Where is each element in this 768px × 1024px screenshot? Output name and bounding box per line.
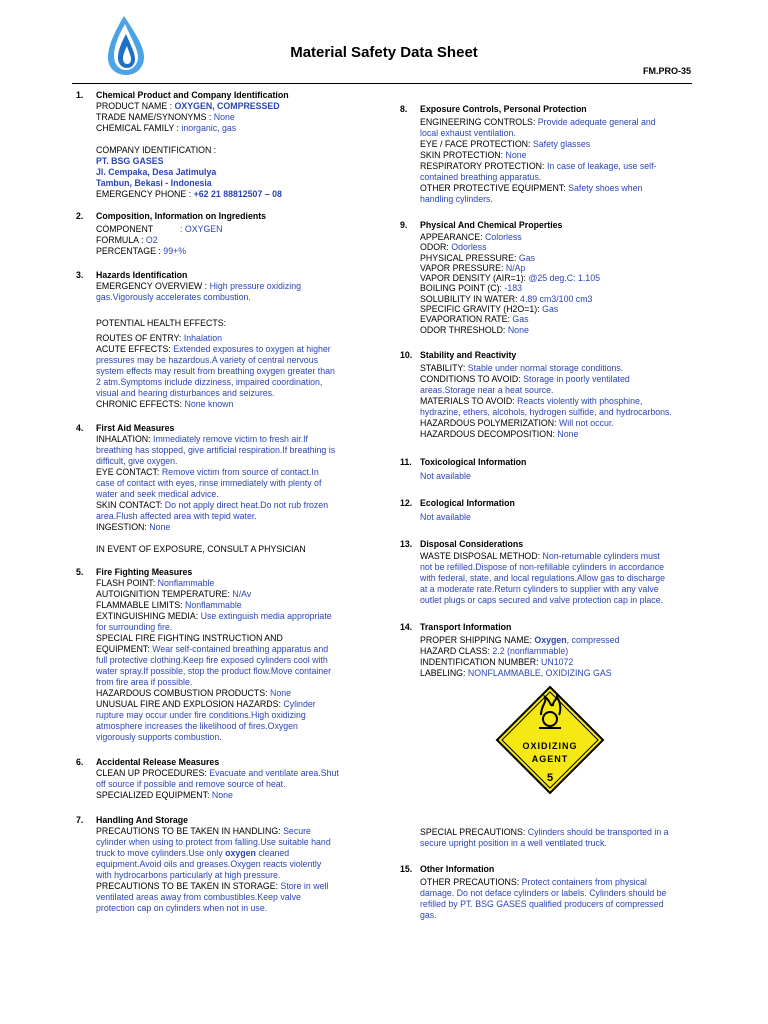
section-8: 8. Exposure Controls, Personal Protection ENGINEERING CONTROLS: Provide adequate general and local exhaust ventilation. EYE / FACE PROTECTION: Safety glasses SKIN PROTECTION: None RESPIRATORY PROTECTION: In case of leakage, use self- contained breathing apparatus. OTHER PROTECTIVE EQUIPMENT: Safety shoes when handling cylinders.: [400, 104, 692, 205]
section-heading: 9. Physical And Chemical Properties: [400, 220, 563, 230]
section-2: 2. Composition, Information on Ingredients COMPONENT : OXYGEN FORMULA : O2 PERCENTAGE : 99+%: [76, 211, 358, 257]
section-heading: 2. Composition, Information on Ingredients: [76, 211, 267, 221]
emergency-phone: +62 21 88812507 – 08: [193, 189, 282, 199]
section-heading: 6. Accidental Release Measures: [76, 757, 220, 767]
section-4: 4. First Aid Measures INHALATION: Immediately remove victim to fresh air.If breathing has stopped, give artificial respiration.If breathing is difficult, give oxygen. EYE CONTACT: Remove victim from source of contact.In case of contact with eyes, rinse immediately with plenty of water and seek medical advice. SKIN CONTACT: Do not apply direct heat.Do not rub frozen area.Flush affected area with tepid water. INGESTION: None IN EVENT OF EXPOSURE, CONSULT A PHYSICIAN: [76, 423, 358, 555]
section-9: 9. Physical And Chemical Properties APPEARANCE: Colorless ODOR: Odorless PHYSICAL PRESSURE: Gas VAPOR PRESSURE: N/Ap VAPOR DENSITY (AIR=1): @25 deg.C: 1.105 BOILING POINT (C): -183 SOLUBILITY IN WATER: 4.89 cm3/100 cm3 SPECIFIC GRAVITY (H2O=1): Gas EVAPORATION RATE: Gas ODOR THRESHOLD: None: [400, 220, 692, 335]
section-heading: 12. Ecological Information: [400, 497, 515, 508]
placard-text-agent: AGENT: [531, 753, 569, 764]
section-12: 12. Ecological Information Not available: [400, 498, 692, 523]
section-7: 7. Handling And Storage PRECAUTIONS TO BE TAKEN IN HANDLING: Secure cylinder when using to protect from falling.Use suitable hand truck to move cylinders.Use only oxygen cleaned equipment.Avoid oils and greases.Oxygen reacts violently with hydrocarbons particularly at high pressure. PRECAUTIONS TO BE TAKEN IN STORAGE: Store in well ventilated areas away from combustibles.Keep valve protection cap on cylinders when not in use.: [76, 815, 358, 914]
company-name: PT. BSG GASES: [96, 156, 164, 166]
product-name: OXYGEN, COMPRESSED: [174, 101, 280, 111]
oxidizing-agent-placard: [495, 685, 605, 795]
left-column: [76, 90, 358, 914]
section-heading: 1. Chemical Product and Company Identification: [76, 90, 289, 100]
section-11: 11. Toxicological Information Not available: [400, 457, 692, 482]
section-heading: 4. First Aid Measures: [76, 423, 175, 433]
consult-notice: IN EVENT OF EXPOSURE, CONSULT A PHYSICIAN: [96, 544, 306, 554]
section-1: 1. Chemical Product and Company Identification PRODUCT NAME : OXYGEN, COMPRESSED TRADE NAME/SYNONYMS : None CHEMICAL FAMILY : inorganic, gas COMPANY IDENTIFICATION : PT. BSG GASES Jl. Cempaka, Desa Jatimulya Tambun, Bekasi - Indonesia EMERGENCY PHONE : +62 21 88812507 – 08: [76, 90, 358, 200]
section-14: 14. Transport Information PROPER SHIPPING NAME: Oxygen, compressed HAZARD CLASS: 2.2 (nonflammable) INDENTIFICATION NUMBER: UN1072 LABELING: NONFLAMMABLE, OXIDIZING GAS OXIDIZING AGENT 5 SPECIAL PRECAUTIONS: Cylinders should be transported in a secure upright position in a well ventilated truck.: [400, 622, 692, 849]
form-code: FM.PRO-35: [642, 66, 691, 76]
document-title: Material Safety Data Sheet: [290, 44, 478, 61]
right-column: [400, 104, 692, 921]
section-10: 10. Stability and Reactivity STABILITY: Stable under normal storage conditions. CONDITIONS TO AVOID: Storage in poorly ventilated areas.Storage near a heat source. MATERIALS TO AVOID: Reacts violently with phosphine, hydrazine, ethers, alcohols, hydrogen sulfide, and hydrocarbons. HAZARDOUS POLYMERIZATION: Will not occur. HAZARDOUS DECOMPOSITION: None: [400, 350, 692, 440]
section-heading: 10. Stability and Reactivity: [400, 349, 517, 360]
section-heading: 3. Hazards Identification: [76, 270, 188, 280]
oxidizing-agent-placard-icon: [495, 685, 605, 795]
placard-text-oxidizing: OXIDIZING: [522, 740, 578, 751]
section-15: 15. Other Information OTHER PRECAUTIONS: Protect containers from physical damage. Do not deface cylinders or labels. Cylinders should be refilled by PT. BSG GASES qualified producers of compressed gas.: [400, 864, 692, 921]
section-heading: 7. Handling And Storage: [76, 815, 189, 825]
section-heading: 11. Toxicological Information: [400, 456, 527, 467]
placard-class-number: 5: [546, 771, 554, 784]
section-heading: 14. Transport Information: [400, 621, 512, 632]
section-heading: 5. Fire Fighting Measures: [76, 567, 193, 577]
header-divider: [72, 83, 692, 84]
section-heading: 8. Exposure Controls, Personal Protection: [400, 104, 587, 114]
section-13: 13. Disposal Considerations WASTE DISPOSAL METHOD: Non-returnable cylinders must not be refilled.Dispose of non-refillable cylinders in accordance with federal, state, and local regulations.Allow gas to discharge at a moderate rate.Return cylinders to supplier with any valve outlet plugs or caps secured and valve protection cap in place.: [400, 539, 692, 606]
section-heading: 13. Disposal Considerations: [400, 538, 524, 549]
section-5: 5. Fire Fighting Measures FLASH POINT: Nonflammable AUTOIGNITION TEMPERATURE: N/Av FLAMMABLE LIMITS: Nonflammable EXTINGUISHING MEDIA: Use extinguish media appropriate for surrounding fire. SPECIAL FIRE FIGHTING INSTRUCTION AND EQUIPMENT: Wear self-contained breathing apparatus and full protective clothing.Keep fire exposed cylinders cool with water spray.If possible, stop the product flow.Move container from fire area if possible. HAZARDOUS COMBUSTION PRODUCTS: None UNUSUAL FIRE AND EXPLOSION HAZARDS: Cylinder rupture may occur under fire conditions.High oxidizing atmosphere increases the likelihood of fires.Oxygen vigorously supports combustion.: [76, 567, 358, 743]
section-heading: 15. Other Information: [400, 863, 495, 874]
section-6: 6. Accidental Release Measures CLEAN UP PROCEDURES: Evacuate and ventilate area.Shut off source if possible and remove source of heat. SPECIALIZED EQUIPMENT: None: [76, 757, 358, 801]
section-3: 3. Hazards Identification EMERGENCY OVERVIEW : High pressure oxidizing gas.Vigorously accelerates combustion. POTENTIAL HEALTH EFFECTS: ROUTES OF ENTRY: Inhalation ACUTE EFFECTS: Extended exposures to oxygen at higher pressures may be hazardous.A variety of central nervous system effects may result from breathing oxygen greater than 2 atm.Symptoms include dizziness, impaired coordination, visual and hearing disturbances and seizures. CHRONIC EFFECTS: None known: [76, 270, 358, 410]
